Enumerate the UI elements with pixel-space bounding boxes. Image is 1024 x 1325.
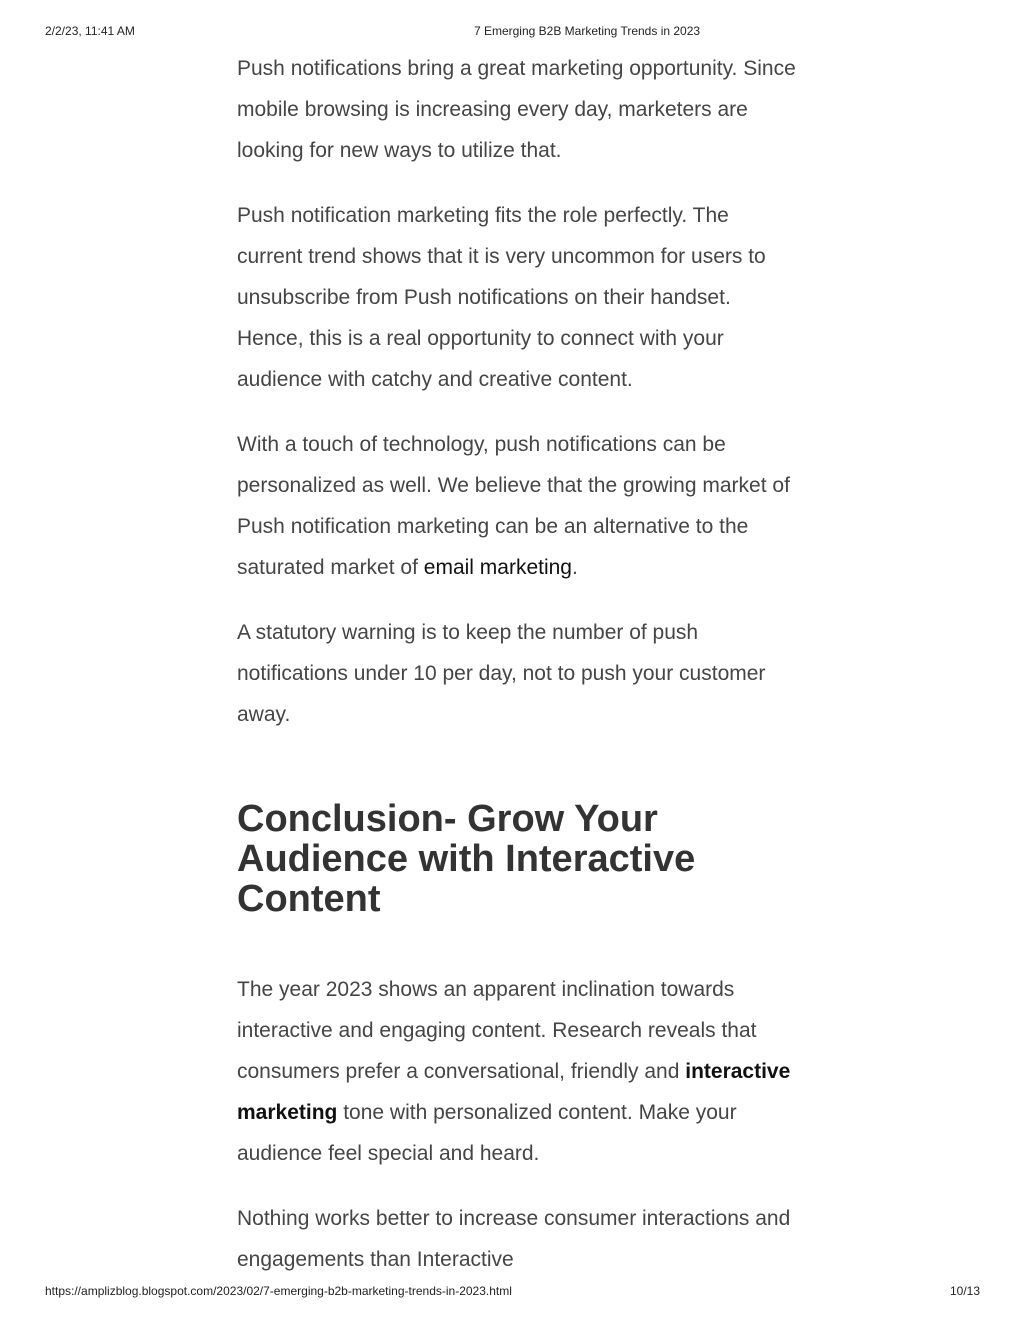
paragraph-push-opportunity: Push notifications bring a great marketing opportunity. Since mobile browsing is increasing every day, marketers are looking for new ways to utilize that. xyxy=(237,57,796,162)
paragraph-text: . xyxy=(572,556,578,579)
email-marketing-link[interactable]: email marketing xyxy=(423,556,572,579)
paragraph-statutory-warning: A statutory warning is to keep the number of push notifications under 10 per day, not to push your customer away. xyxy=(237,621,766,726)
paragraph-text: tone with personalized content. Make your audience feel special and heard. xyxy=(237,1101,737,1165)
print-url: https://amplizblog.blogspot.com/2023/02/7-emerging-b2b-marketing-trends-in-2023.html xyxy=(45,1284,512,1298)
conclusion-heading: Conclusion- Grow Your Audience with Interactive Content xyxy=(237,798,696,920)
paragraph-push-personalized xyxy=(237,424,797,588)
paragraph-text: The year 2023 shows an apparent inclination towards interactive and engaging content. Research reveals that consumers prefer a conversational, friendly and xyxy=(237,978,757,1083)
paragraph-2023-trend xyxy=(237,969,797,1174)
print-page-number: 10/13 xyxy=(949,1284,980,1298)
paragraph-push-fits-role: Push notification marketing fits the role perfectly. The current trend shows that it is very uncommon for users to unsubscribe from Push notifications on their handset. Hence, this is a real opportunity to connect with your audience with catchy and creative content. xyxy=(237,204,766,391)
print-header xyxy=(0,24,1024,40)
paragraph-text: With a touch of technology, push notifications can be personalized as well. We believe that the growing market of Push notification marketing can be an alternative to the saturated market of xyxy=(237,433,790,579)
paragraph-nothing-works-better: Nothing works better to increase consumer interactions and engagements than Interactive xyxy=(237,1207,791,1271)
print-datetime: 2/2/23, 11:41 AM xyxy=(45,24,135,38)
print-page-title: 7 Emerging B2B Marketing Trends in 2023 xyxy=(473,24,701,38)
article-body xyxy=(237,48,797,1280)
print-footer xyxy=(0,1284,1024,1300)
interactive-marketing-link[interactable]: interactive marketing xyxy=(237,1060,791,1124)
